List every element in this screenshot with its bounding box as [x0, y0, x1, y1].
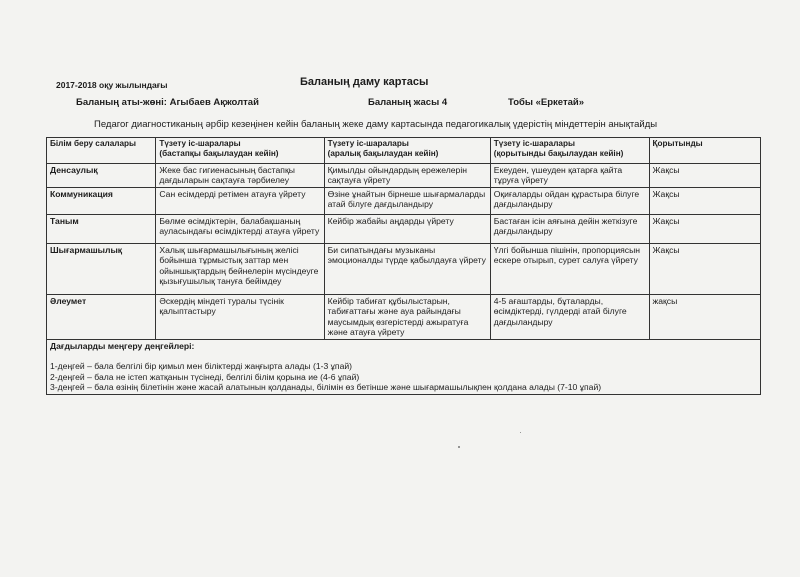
header-initial-measures: [156, 138, 324, 164]
area-cell: Денсаулық: [47, 164, 156, 188]
initial-cell: Сан есімдерді ретімен атауға үйрету: [156, 187, 324, 214]
initial-cell: Халық шығармашылығының желісі бойынша тұрмыстық заттар мен ойыншықтардың бейнелерін мүсіндеуге қызығушылық тануға бейімдеу: [156, 243, 324, 294]
skill-levels-cell: [47, 339, 761, 394]
skill-levels-row: [47, 339, 761, 394]
table-row: [47, 243, 761, 294]
initial-cell: Жеке бас гигиенасының бастапқы дағдыларын сақтауға тәрбиелеу: [156, 164, 324, 188]
skill-level-item: 1-деңгей – бала белгілі бір қимыл мен біліктерді жаңғырта алады (1-3 ұпай): [50, 361, 353, 372]
header-middle-line2: (аралық бақылаудан кейін): [327, 149, 439, 158]
development-map-table: [46, 137, 761, 395]
table-header-row: [47, 138, 761, 164]
academic-year: 2017-2018 оқу жылындағы: [56, 80, 168, 90]
table-row: [47, 294, 761, 339]
skill-levels-title: Дағдыларды меңгеру деңгейлері:: [50, 340, 195, 351]
initial-cell: Әскердің міндеті туралы түсінік қалыптастыру: [156, 294, 324, 339]
middle-cell: Би сипатындағы музыканы эмоционалды түрде қабылдауға үйрету: [324, 243, 490, 294]
area-cell: Шығармашылық: [47, 243, 156, 294]
table-row: [47, 214, 761, 243]
result-cell: Жақсы: [649, 187, 760, 214]
header-final-line2: (қорытынды бақылаудан кейін): [493, 149, 624, 158]
initial-cell: Бөлме өсімдіктерін, балабақшаның ауласындағы өсімдіктерді атауға үйрету: [156, 214, 324, 243]
middle-cell: Кейбір жабайы аңдарды үйрету: [324, 214, 490, 243]
result-cell: жақсы: [649, 294, 760, 339]
header-initial-line2: (бастапқы бақылаудан кейін): [159, 149, 279, 158]
child-group: Тобы «Еркетай»: [508, 97, 585, 108]
result-cell: Жақсы: [649, 164, 760, 188]
child-name: Баланың аты-жөні: Агыбаев Ақжолтай: [76, 97, 259, 108]
table-row: [47, 187, 761, 214]
table-row: [47, 164, 761, 188]
header-middle-measures: [324, 138, 490, 164]
header-final-line1: Түзету іс-шаралары: [493, 139, 575, 148]
final-cell: Екеуден, үшеуден қатарға қайта тұруға үйрету: [490, 164, 649, 188]
header-education-area: Білім беру салалары: [47, 138, 156, 164]
header-final-measures: [490, 138, 649, 164]
skill-level-item: 3-деңгей – бала өзінің білетінін және жасай алатынын қолданады, білімін өз бетінше және шығармашылықпен қолдана алады (7-10 ұпай): [50, 382, 602, 393]
header-initial-line1: Түзету іс-шаралары: [159, 139, 241, 148]
document-title: Баланың даму картасы: [300, 76, 429, 88]
header-result: Қорытынды: [649, 138, 760, 164]
final-cell: Оқиғаларды ойдан құрастыра білуге дағдыландыру: [490, 187, 649, 214]
scan-speck: [458, 446, 460, 448]
middle-cell: Өзіне ұнайтын бірнеше шығармаларды атай білуге дағдыландыру: [324, 187, 490, 214]
child-age: Баланың жасы 4: [368, 97, 448, 108]
final-cell: 4-5 ағаштарды, бұталарды, өсімдіктерді, гүлдерді атай білуге дағдыландыру: [490, 294, 649, 339]
final-cell: Бастаған ісін аяғына дейін жеткізуге дағдыландыру: [490, 214, 649, 243]
area-cell: Таным: [47, 214, 156, 243]
skill-level-item: 2-деңгей – бала не істеп жатқанын түсінеді, белгілі білім қорына ие (4-6 ұпай): [50, 371, 360, 382]
area-cell: Коммуникация: [47, 187, 156, 214]
result-cell: Жақсы: [649, 214, 760, 243]
scan-speck: [520, 432, 521, 433]
area-cell: Әлеумет: [47, 294, 156, 339]
middle-cell: Қимылды ойындардың ережелерін сақтауға үйрету: [324, 164, 490, 188]
intro-text: Педагог диагностиканың әрбір кезеңінен кейін баланың жеке даму картасында педагогикалық үдерістің міндеттерін анықтайды: [94, 119, 658, 130]
result-cell: Жақсы: [649, 243, 760, 294]
middle-cell: Кейбір табиғат құбылыстарын, табиғаттағы және ауа райындағы маусымдық өзгерістерді ажыратуға және атауға үйрету: [324, 294, 490, 339]
final-cell: Үлгі бойынша пішінін, пропорциясын ескере отырып, сурет салуға үйрету: [490, 243, 649, 294]
header-middle-line1: Түзету іс-шаралары: [327, 139, 409, 148]
